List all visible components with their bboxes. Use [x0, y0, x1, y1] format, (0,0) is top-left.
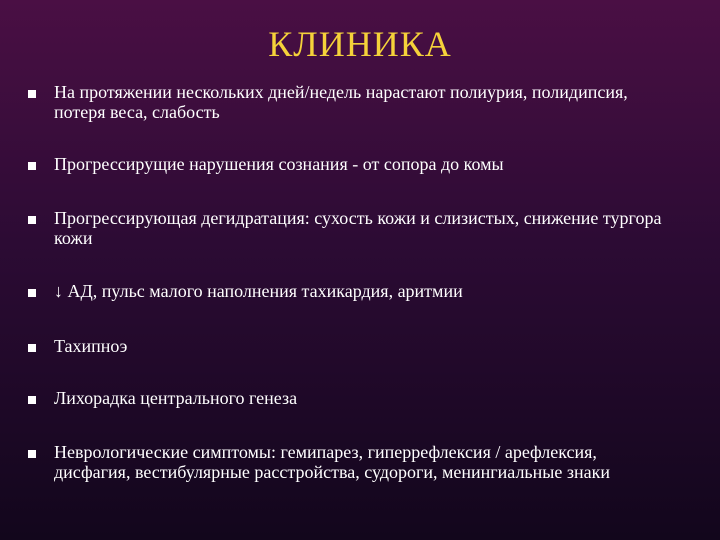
square-bullet-icon: [28, 289, 36, 297]
slide-title: КЛИНИКА: [268, 24, 452, 64]
square-bullet-icon: [28, 344, 36, 352]
bullet-item: [28, 82, 698, 122]
bullet-item: [28, 388, 698, 408]
bullet-text: Тахипноэ: [54, 336, 128, 356]
square-bullet-icon: [28, 90, 36, 98]
bullet-text: Лихорадка центрального генеза: [54, 388, 298, 408]
square-bullet-icon: [28, 396, 36, 404]
square-bullet-icon: [28, 162, 36, 170]
bullet-text: Прогрессирущие нарушения сознания - от сопора до комы: [54, 154, 504, 174]
bullet-text: ↓ АД, пульс малого наполнения тахикардия, аритмии: [54, 281, 463, 301]
square-bullet-icon: [28, 216, 36, 224]
bullet-item: [28, 281, 698, 301]
bullet-item: [28, 154, 698, 174]
square-bullet-icon: [28, 450, 36, 458]
bullet-text: Прогрессирующая дегидратация: сухость кожи и слизистых, снижение тургора кожи: [54, 208, 662, 248]
bullet-item: [28, 336, 698, 356]
bullet-text: Неврологические симптомы: гемипарез, гиперрефлексия / арефлексия, дисфагия, вестибулярные расстройства, судороги, менингиальные знаки: [54, 442, 610, 482]
bullet-text: На протяжении нескольких дней/недель нарастают полиурия, полидипсия, потеря веса, слабость: [54, 82, 628, 122]
bullet-item: [28, 208, 698, 248]
bullet-item: [28, 442, 698, 482]
